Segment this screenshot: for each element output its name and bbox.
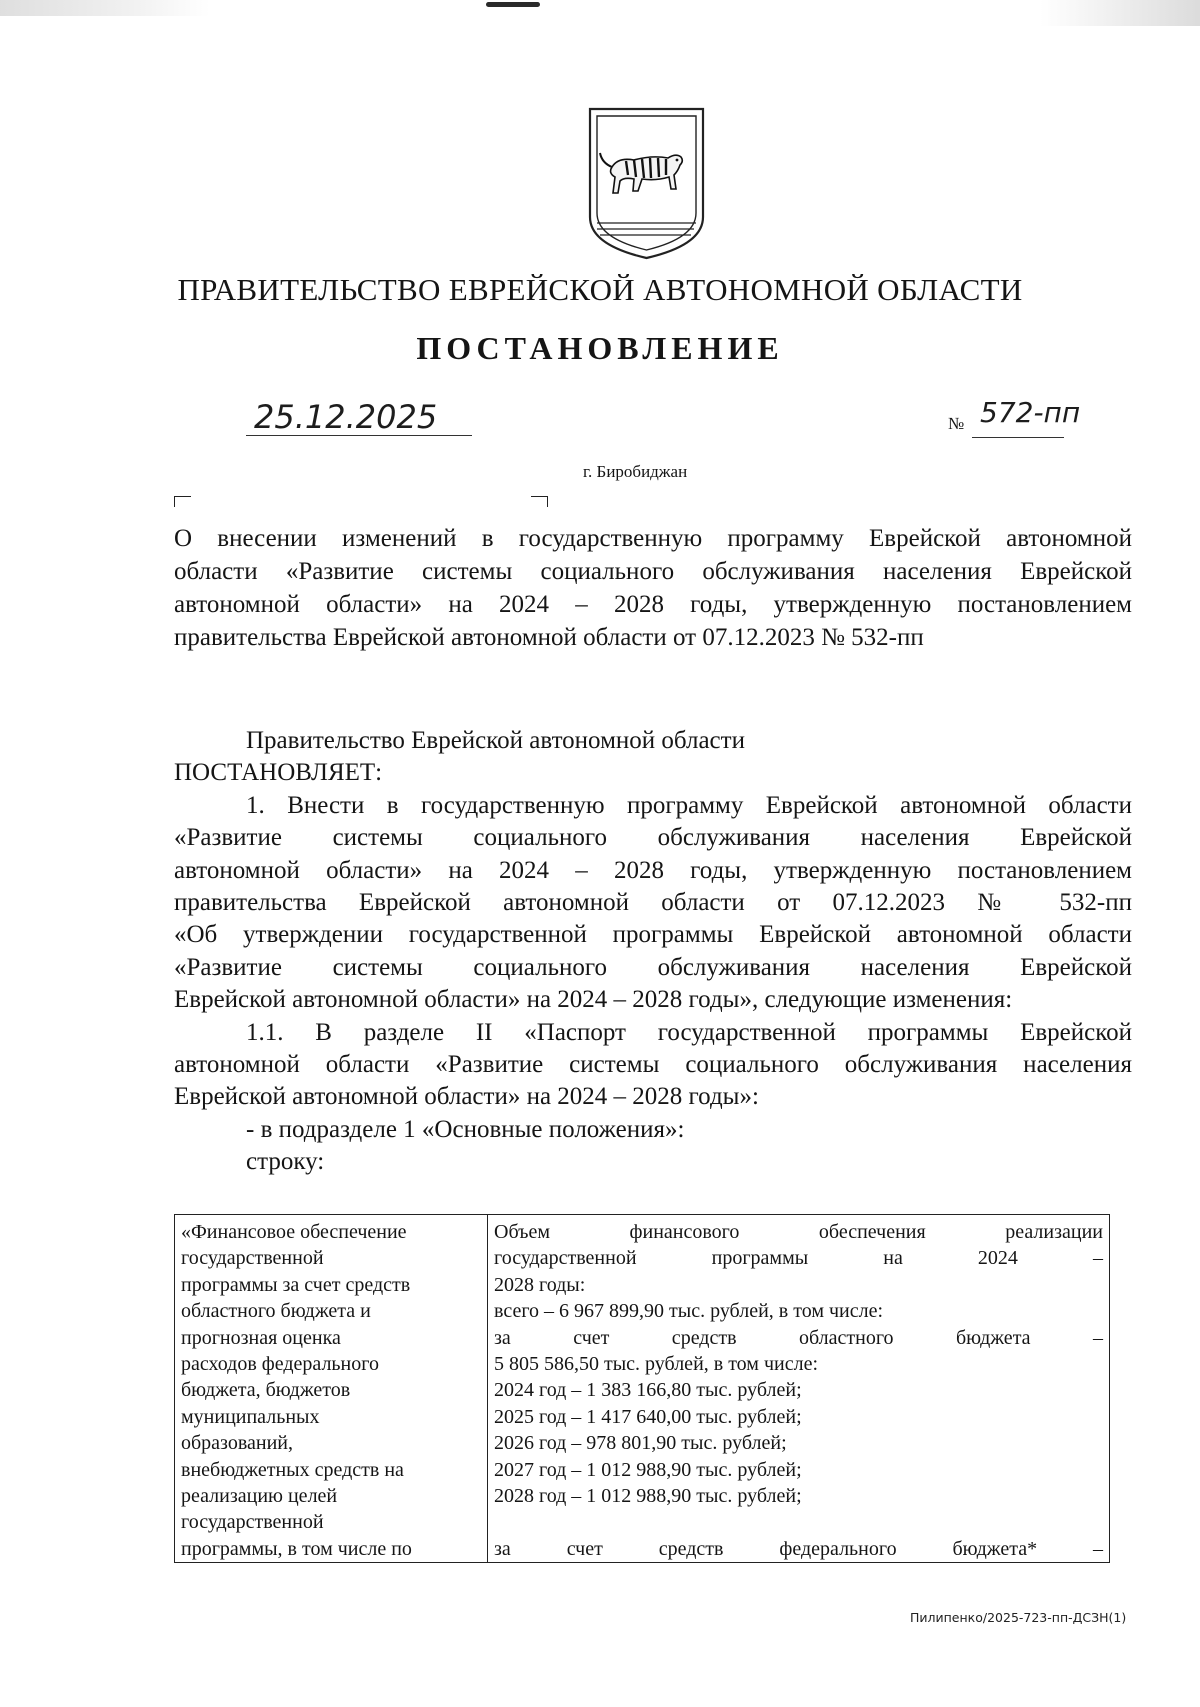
cell-line: 2027 год – 1 012 988,90 тыс. рублей;	[494, 1458, 802, 1481]
cell-line: 2028 год – 1 012 988,90 тыс. рублей;	[494, 1485, 802, 1508]
handwritten-number	[978, 392, 1098, 434]
number-sign: №	[948, 414, 965, 433]
title-bracket-right	[531, 496, 548, 507]
paragraph-1-1-line: 1.1. В разделе II «Паспорт государственной программы Еврейской	[246, 1018, 1132, 1046]
document-heading	[174, 522, 1132, 654]
table-row	[175, 1215, 1110, 1563]
cell-line: реализацию целей	[181, 1485, 338, 1508]
paragraph-1-line: правительства Еврейской автономной области от 07.12.2023 № 532-пп	[174, 889, 1132, 917]
cell-line: внебюджетных средств на	[181, 1458, 404, 1481]
cell-line: 5 805 586,50 тыс. рублей, в том числе:	[494, 1353, 819, 1376]
scan-artifact-left	[0, 0, 210, 16]
cell-line: государственной программы на 2024 –	[494, 1247, 1103, 1270]
footer-document-code: Пилипенко/2025-723-пп-ДСЗН(1)	[910, 1610, 1127, 1625]
handwritten-date	[250, 392, 450, 438]
number-underline	[972, 437, 1064, 438]
paragraph-1-line: «Об утверждении государственной программы Еврейской автономной области	[174, 921, 1132, 949]
preamble: Правительство Еврейской автономной области	[246, 727, 745, 754]
heading-line: области «Развитие системы социального обслуживания населения Еврейской	[174, 558, 1132, 585]
paragraph-1-line: «Развитие системы социального обслуживания населения Еврейской	[174, 953, 1132, 981]
cell-line: государственной	[181, 1247, 324, 1270]
cell-line: прогнозная оценка	[181, 1326, 341, 1349]
handwritten-date-text: 25.12.2025	[254, 398, 438, 436]
cell-line: Объем финансового обеспечения реализации	[494, 1221, 1103, 1243]
heading-line: О внесении изменений в государственную программу Еврейской автономной	[174, 525, 1132, 552]
document-type: ПОСТАНОВЛЕНИЕ	[416, 330, 784, 366]
paragraph-1-line: «Развитие системы социального обслуживания населения Еврейской	[174, 824, 1132, 852]
subsection-line: - в подразделе 1 «Основные положения»:	[246, 1115, 685, 1143]
cell-line: расходов федерального	[181, 1353, 379, 1376]
row-word: строку:	[246, 1148, 325, 1176]
paragraph-1-line: Еврейской автономной области» на 2024 – 2028 годы», следующие изменения:	[174, 986, 1013, 1014]
cell-line: 2024 год – 1 383 166,80 тыс. рублей;	[494, 1379, 802, 1402]
heading-line: автономной области» на 2024 – 2028 годы, утвержденную постановлением	[174, 591, 1132, 618]
cell-line: «Финансовое обеспечение	[181, 1221, 407, 1243]
funding-table-wrapper	[174, 1214, 1110, 1574]
cell-line: образований,	[181, 1432, 294, 1455]
cell-line: 2028 годы:	[494, 1273, 586, 1296]
cell-line: программы, в том числе по	[181, 1537, 412, 1560]
document-body	[174, 725, 1132, 1179]
cell-line: 2026 год – 978 801,90 тыс. рублей;	[494, 1432, 787, 1455]
heading-line: правительства Еврейской автономной области от 07.12.2023 № 532-пп	[174, 624, 924, 651]
cell-line: всего – 6 967 899,90 тыс. рублей, в том числе:	[494, 1300, 884, 1323]
cell-line: областного бюджета и	[181, 1300, 371, 1323]
government-title: ПРАВИТЕЛЬСТВО ЕВРЕЙСКОЙ АВТОНОМНОЙ ОБЛАСТИ	[177, 272, 1023, 307]
cell-gap	[494, 1509, 1103, 1535]
paragraph-1-line: 1. Внести в государственную программу Еврейской автономной области	[246, 791, 1132, 819]
paragraph-1-line: автономной области» на 2024 – 2028 годы, утвержденную постановлением	[174, 856, 1132, 884]
date-underline	[246, 435, 472, 436]
city-name: г. Биробиджан	[583, 462, 688, 481]
funding-table	[174, 1214, 1110, 1563]
cell-line: 2025 год – 1 417 640,00 тыс. рублей;	[494, 1405, 802, 1428]
table-cell-right	[488, 1215, 1110, 1563]
paragraph-1-1-line: Еврейской автономной области» на 2024 – 2028 годы»:	[174, 1083, 759, 1111]
cell-line: программы за счет средств	[181, 1273, 411, 1296]
cell-line: государственной	[181, 1511, 324, 1534]
table-cell-left	[175, 1215, 488, 1563]
title-bracket-left	[174, 496, 191, 507]
coat-of-arms-emblem	[584, 105, 709, 262]
cell-line: за счет средств федерального бюджета* –	[494, 1537, 1103, 1560]
handwritten-number-text: 572-пп	[980, 396, 1081, 429]
scan-artifact-right	[1040, 0, 1200, 26]
cell-line: бюджета, бюджетов	[181, 1379, 351, 1402]
cell-line: за счет средств областного бюджета –	[494, 1326, 1103, 1349]
decree-word: ПОСТАНОВЛЯЕТ:	[174, 759, 383, 787]
paragraph-1-1-line: автономной области «Развитие системы социального обслуживания населения	[174, 1051, 1132, 1079]
scan-artifact-mark	[486, 2, 540, 7]
cell-line: муниципальных	[181, 1405, 320, 1428]
